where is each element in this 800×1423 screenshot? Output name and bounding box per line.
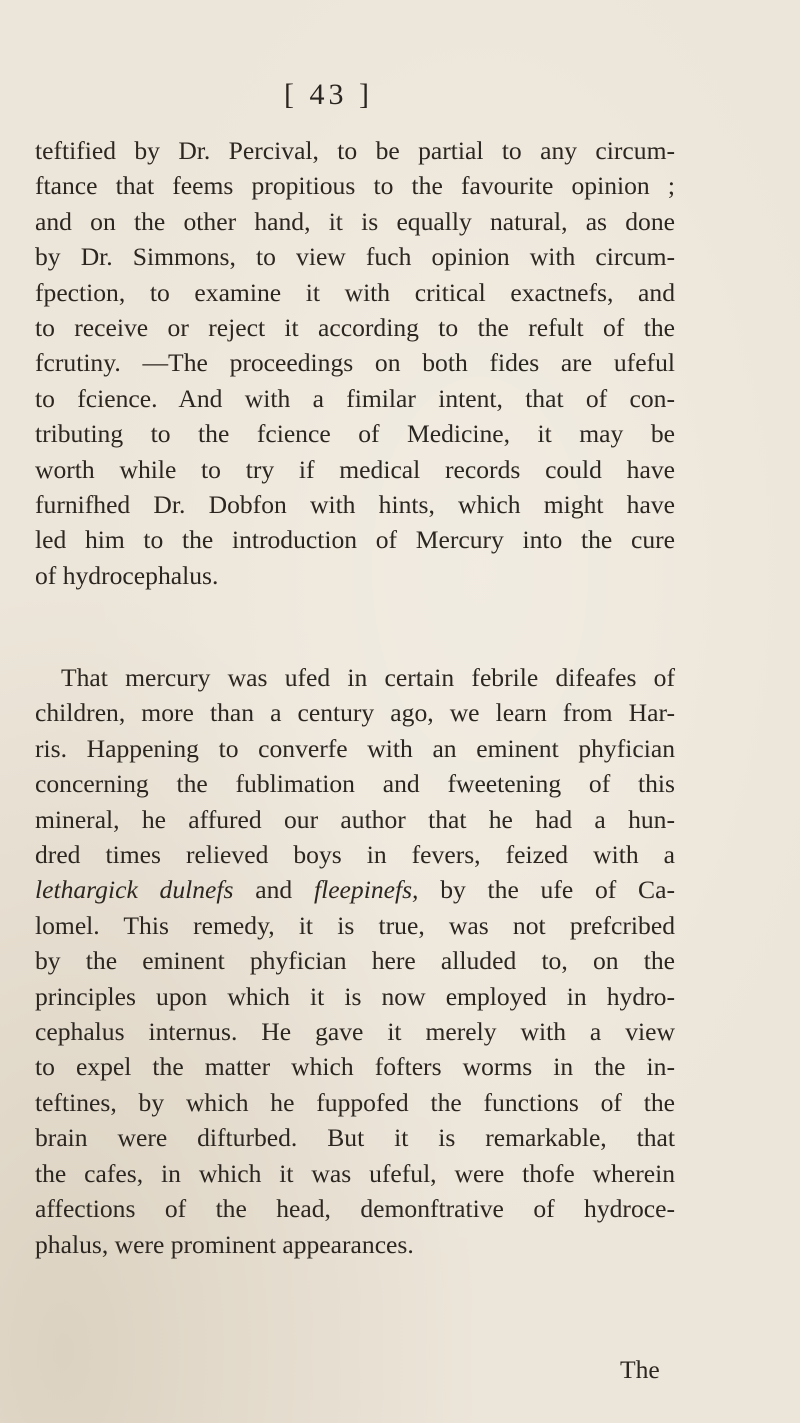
text-line: concerning the fublimation and fweetening of this: [35, 769, 675, 799]
text-line: to expel the matter which fofters worms in the in-: [35, 1052, 675, 1082]
text-line: teftified by Dr. Percival, to be partial to any circum-: [35, 136, 675, 165]
paragraph-2: [35, 660, 675, 1262]
text-line: to fcience. And with a fimilar intent, that of con-: [35, 383, 675, 413]
conjunction: and: [255, 875, 293, 905]
italic-phrase: lethargick dulnefs: [35, 875, 234, 905]
text-line: mineral, he affured our author that he had a hun-: [35, 804, 675, 834]
text-line: to receive or reject it according to the refult of the: [35, 313, 675, 343]
line-tail: by the ufe of Ca-: [440, 875, 675, 905]
text-line: ftance that feems propitious to the favourite opinion ;: [35, 171, 675, 201]
text-line: worth while to try if medical records could have: [35, 454, 675, 484]
text-line: by the eminent phyfician here alluded to, on the: [35, 946, 675, 976]
text-line: That mercury was ufed in certain febrile difeafes of: [61, 663, 675, 692]
text-line: cephalus internus. He gave it merely with a view: [35, 1017, 675, 1047]
text-line: affections of the head, demonftrative of hydroce-: [35, 1194, 675, 1224]
text-line: teftines, by which he fuppofed the functions of the: [35, 1087, 675, 1117]
page-number: [ 43 ]: [284, 78, 373, 111]
text-line-mixed: [35, 872, 675, 907]
text-line: furnifhed Dr. Dobfon with hints, which might have: [35, 490, 675, 520]
italic-phrase: fleepinefs,: [313, 875, 419, 905]
text-line: tributing to the fcience of Medicine, it may be: [35, 419, 675, 449]
text-line: phalus, were prominent appearances.: [35, 1229, 414, 1259]
text-line: lomel. This remedy, it is true, was not prefcribed: [35, 910, 675, 940]
text-line: principles upon which it is now employed in hydro-: [35, 981, 675, 1011]
text-line: children, more than a century ago, we learn from Har-: [35, 698, 675, 728]
text-line: by Dr. Simmons, to view fuch opinion with circum-: [35, 242, 675, 272]
text-line: ris. Happening to converfe with an eminent phyfician: [35, 733, 675, 763]
text-line: fcrutiny. —The proceedings on both fides are ufeful: [35, 348, 675, 378]
paragraph-1: [35, 133, 675, 593]
text-line: dred times relieved boys in fevers, feized with a: [35, 840, 675, 870]
text-line: of hydrocephalus.: [35, 560, 219, 590]
text-line: brain were difturbed. But it is remarkable, that: [35, 1123, 675, 1153]
text-line: led him to the introduction of Mercury into the cure: [35, 525, 675, 555]
text-line: the cafes, in which it was ufeful, were thofe wherein: [35, 1158, 675, 1188]
text-line: and on the other hand, it is equally natural, as done: [35, 206, 675, 236]
catchword: The: [620, 1355, 660, 1384]
text-line: fpection, to examine it with critical exactnefs, and: [35, 277, 675, 307]
